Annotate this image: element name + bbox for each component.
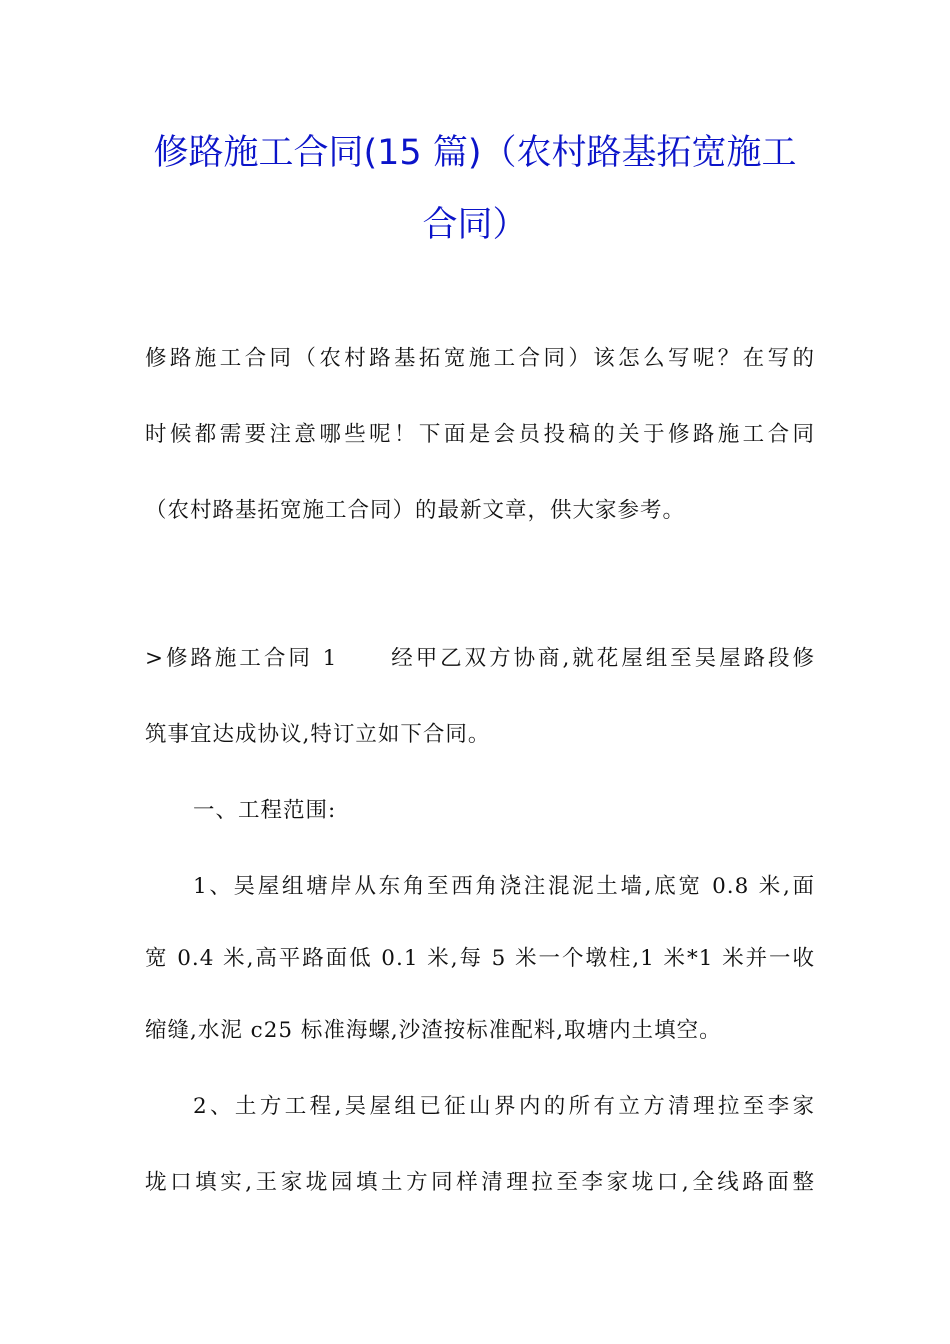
intro-line-2: 时候都需要注意哪些呢！下面是会员投稿的关于修路施工合同 <box>145 422 815 447</box>
item-1-line-1: 1、吴屋组塘岸从东角至西角浇注混泥土墙,底宽 0.8 米,面 <box>193 874 815 899</box>
intro-line-1: 修路施工合同（农村路基拓宽施工合同）该怎么写呢？在写的 <box>145 346 815 371</box>
item-2-line-1: 2、土方工程,吴屋组已征山界内的所有立方清理拉至李家 <box>193 1094 815 1119</box>
section-1-heading: >修路施工合同 1 <box>145 646 338 671</box>
section-1-heading-continuation: 经甲乙双方协商,就花屋组至吴屋路段修 <box>389 646 815 671</box>
section-1-line-2: 筑事宜达成协议,特订立如下合同。 <box>145 722 491 747</box>
intro-line-3: （农村路基拓宽施工合同）的最新文章，供大家参考。 <box>145 498 686 523</box>
document-title-line-1: 修路施工合同(15 篇)（农村路基拓宽施工 <box>153 133 797 173</box>
item-1-line-3: 缩缝,水泥 c25 标准海螺,沙渣按标准配料,取塘内土填空。 <box>145 1018 722 1043</box>
scope-heading: 一、工程范围: <box>193 798 337 823</box>
document-title-line-2: 合同） <box>422 205 528 245</box>
item-2-line-2: 垅口填实,王家垅园填土方同样清理拉至李家垅口,全线路面整 <box>145 1170 815 1195</box>
section-1-heading-line <box>145 645 815 673</box>
item-1-line-2: 宽 0.4 米,高平路面低 0.1 米,每 5 米一个墩柱,1 米*1 米并一收 <box>145 946 815 971</box>
